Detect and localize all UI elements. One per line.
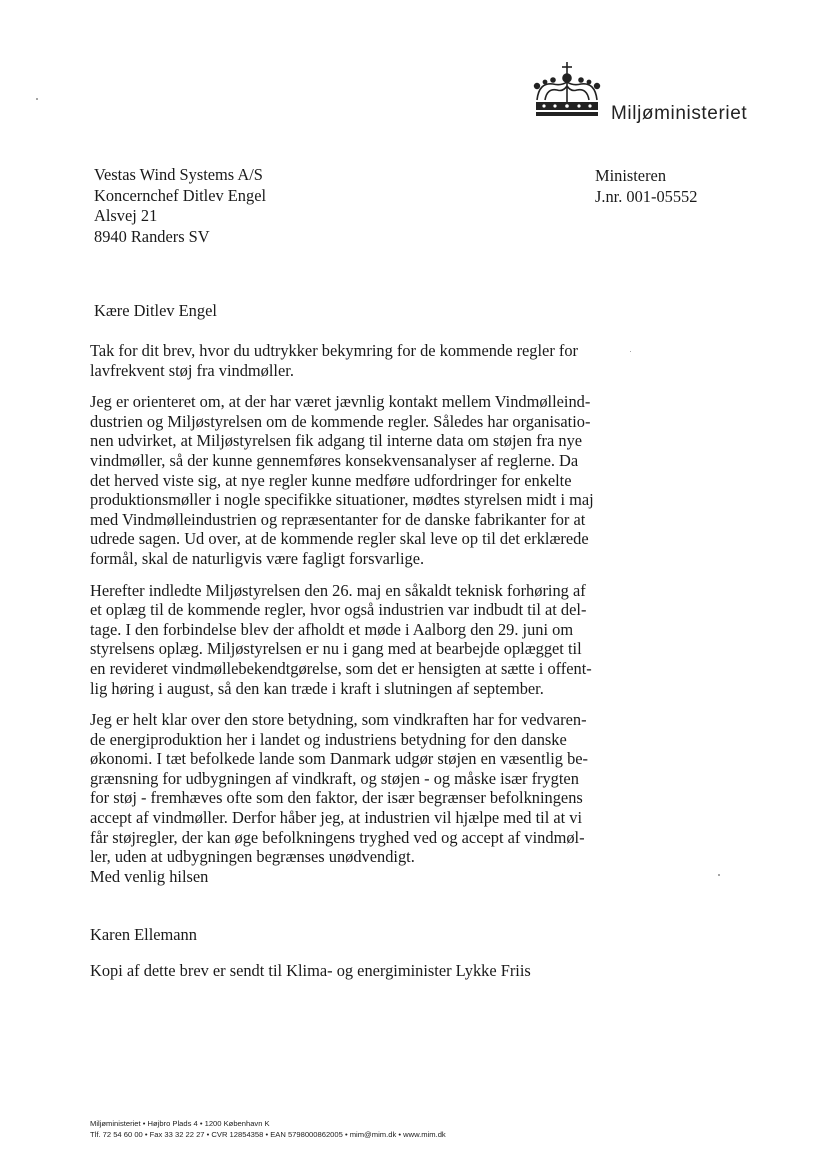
scan-speck [36,98,38,100]
text-line: en revideret vindmøllebekendtgørelse, som det er hensigten at sætte i offent- [90,658,592,678]
signature-name: Karen Ellemann [90,925,197,944]
text-line: får støjregler, der kan øge befolkningens tryghed ved og accept af vindmøl- [90,827,585,847]
recipient-line: Alsvej 21 [94,206,158,225]
letterhead-logo [527,60,767,130]
footer-address: Miljøministeriet • Højbro Plads 4 • 1200 København K [90,1119,270,1128]
text-line: vindmøller, så der kunne gennemføres konsekvensanalyser af reglerne. Da [90,450,579,470]
text-line: formål, skal de naturligvis være fagligt forsvarlige. [90,548,425,568]
text-line: nen udvirket, at Miljøstyrelsen fik adgang til interne data om støjen fra nye [90,431,583,451]
text-line: dustrien og Miljøstyrelsen om de kommende regler. Således har organisatio- [90,411,591,431]
recipient-line: Koncernchef Ditlev Engel [94,185,267,205]
text-line: Jeg er helt klar over den store betydning, som vindkraften har for vedvaren- [90,710,587,730]
text-line: ler, uden at udbygningen begrænses unødvendigt. [90,847,415,867]
text-line: tage. I den forbindelse blev der afholdt et møde i Aalborg den 29. juni om [90,619,574,639]
text-line: det herved viste sig, at nye regler kunne medføre udfordringer for enkelte [90,470,572,490]
text-line: de energiproduktion her i landet og industriens betydning for den danske [90,729,567,749]
sender-title: Ministeren [595,166,667,185]
text-line: udrede sagen. Ud over, at de kommende regler skal leve op til det erklærede [90,529,589,549]
closing: Med venlig hilsen [90,867,209,886]
copy-note: Kopi af dette brev er sendt til Klima- og energiminister Lykke Friis [90,961,531,980]
text-line: Tak for dit brev, hvor du udtrykker bekymring for de kommende regler for [90,341,578,360]
recipient-line: Vestas Wind Systems A/S [94,165,263,184]
scan-speck [718,874,720,876]
text-line: for støj - fremhæves ofte som den faktor, der især begrænser befolkningens [90,788,583,808]
text-line: et oplæg til de kommende regler, hvor også industrien var indbudt til at del- [90,600,587,620]
journal-number: J.nr. 001-05552 [595,187,698,206]
letter-body [90,341,610,879]
sender-meta [595,165,697,207]
text-line: grænsning for udbygningen af vindkraft, og støjen - og måske især frygten [90,768,579,788]
recipient-line: 8940 Randers SV [94,226,210,246]
text-line: Jeg er orienteret om, at der har været jævnlig kontakt mellem Vindmølleind- [90,392,591,412]
text-line: accept af vindmøller. Derfor håber jeg, at industrien vil hjælpe med til at vi [90,808,583,828]
text-line: Herefter indledte Miljøstyrelsen den 26. maj en såkaldt teknisk forhøring af [90,580,586,600]
royal-crown-icon [527,60,603,124]
scan-speck [630,351,631,352]
text-line: produktionsmøller i nogle specifikke situationer, mødtes styrelsen midt i maj [90,490,594,510]
paragraph [90,710,610,867]
paragraph [90,341,610,380]
text-line: økonomi. I tæt befolkede lande som Danmark udgør støjen en væsentlig be- [90,749,588,769]
text-line: styrelsens oplæg. Miljøstyrelsen er nu i gang med at bearbejde oplægget til [90,639,582,659]
paragraph [90,392,610,568]
paragraph [90,581,610,699]
salutation: Kære Ditlev Engel [94,301,217,320]
footer-contact: Tlf. 72 54 60 00 • Fax 33 32 22 27 • CVR 12854358 • EAN 5798000862005 • mim@mim.dk • www.mim.dk [90,1130,446,1139]
text-line: lig høring i august, så den kan træde i kraft i slutningen af september. [90,678,544,698]
recipient-address [94,165,266,247]
organization-name: Miljøministeriet [611,103,748,124]
footer [90,1118,446,1140]
text-line: med Vindmølleindustrien og repræsentanter for de danske fabrikanter for at [90,509,586,529]
text-line: lavfrekvent støj fra vindmøller. [90,360,294,380]
